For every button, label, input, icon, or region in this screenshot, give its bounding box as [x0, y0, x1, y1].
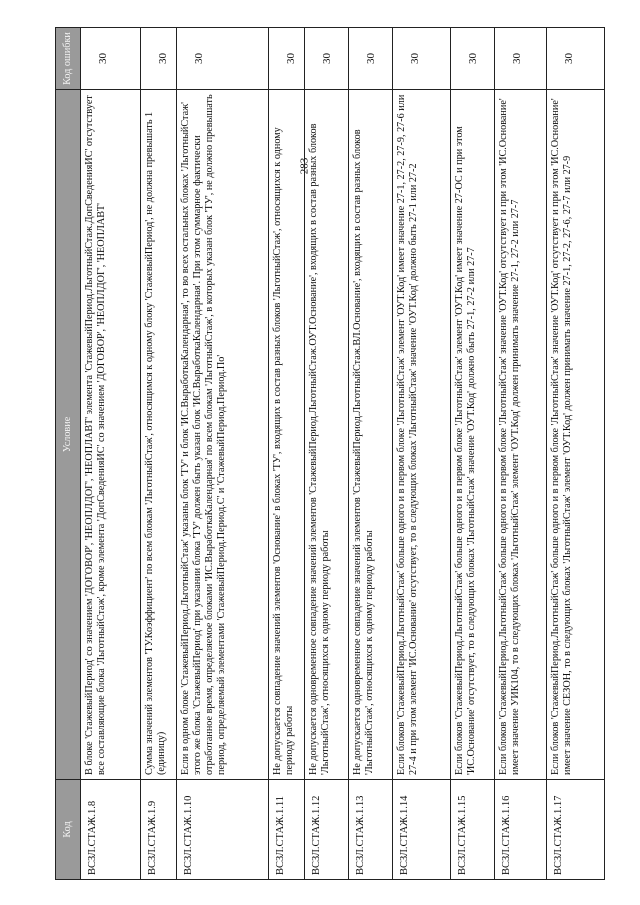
row-code: ВСЗЛ.СТАЖ.1.17 — [547, 780, 605, 880]
row-code: ВСЗЛ.СТАЖ.1.16 — [495, 780, 547, 880]
page-number: 283 — [298, 157, 311, 175]
rotated-table — [55, 28, 585, 880]
table-header-row — [56, 28, 81, 880]
row-code: ВСЗЛ.СТАЖ.1.11 — [269, 780, 305, 880]
table-row — [305, 28, 349, 880]
row-condition: Если в одном блоке 'СтажевыйПериод.ЛьготныйСтаж' указаны блок 'ТУ' и блок 'ИС.ВыработкаКалендарная', то во всех остальных блоках 'ЛьготныйСтаж' этого же блока 'СтажевыйПериод' при указании блока 'ТУ' должен быть указан блок 'ИС.ВыработкаКалендарная'. При этом суммарное фактически отработанное время, определяемое блоками 'ИС.ВыработкаКалендарная' по всем блокам 'ЛьготныйСтаж', в которых указан блок 'ТУ', не должно превышать период, определяемый элементами 'СтажевыйПериод.Период.С' и 'СтажевыйПериод.Период.По' — [177, 90, 269, 780]
row-error-code: 30 — [269, 28, 305, 90]
row-code: ВСЗЛ.СТАЖ.1.10 — [177, 780, 269, 880]
row-error-code: 30 — [547, 28, 605, 90]
table-container — [55, 28, 585, 880]
table-row — [177, 28, 269, 880]
row-error-code: 30 — [141, 28, 177, 90]
row-condition: Если блоков 'СтажевыйПериод.ЛьготныйСтаж' больше одного и в первом блоке 'ЛьготныйСтаж' элемент 'ОУТ.Код' имеет значение 27-ОС и при этом 'ИС.Основание' отсутствует, то в следующих блоках 'ЛьготныйСтаж' значение 'ОУТ.Код' должно быть 27-1, 27-2 или 27-7 — [451, 90, 495, 780]
header-error-code: Код ошибки — [56, 28, 81, 90]
row-condition: Сумма значений элементов 'ТУ.Коэффициент' по всем блокам 'ЛьготныйСтаж', относящимся к одному блоку 'СтажевыйПериод', не должна превышать 1 (единицу) — [141, 90, 177, 780]
row-error-code: 30 — [177, 28, 269, 90]
row-code: ВСЗЛ.СТАЖ.1.13 — [349, 780, 393, 880]
row-code: ВСЗЛ.СТАЖ.1.14 — [393, 780, 451, 880]
row-error-code: 30 — [81, 28, 141, 90]
table-row — [495, 28, 547, 880]
table-row — [393, 28, 451, 880]
validation-table — [55, 27, 605, 880]
row-condition: Если блоков 'СтажевыйПериод.ЛьготныйСтаж' больше одного и в первом блоке 'ЛьготныйСтаж' элемент 'ОУТ.Код' имеет значение 27-1, 27-2, 27-9, 27-6 или 27-4 и при этом элемент 'ИС.Основание' отсутствует, то в следующих блоках 'ЛьготныйСтаж' значение 'ОУТ.Код' должно быть 27-1 или 27-2 — [393, 90, 451, 780]
row-condition: Не допускается одновременное совпадение значений элементов 'СтажевыйПериод.ЛьготныйСтаж.ОУТ.Основание', входящих в состав разных блоков 'ЛьготныйСтаж', относящихся к одному периоду работы — [305, 90, 349, 780]
table-row — [451, 28, 495, 880]
table-row — [269, 28, 305, 880]
row-code: ВСЗЛ.СТАЖ.1.8 — [81, 780, 141, 880]
header-code: Код — [56, 780, 81, 880]
row-error-code: 30 — [495, 28, 547, 90]
table-row — [81, 28, 141, 880]
row-condition: Не допускается совпадение значений элементов 'Основание' в блоках 'ТУ', входящих в состав разных блоков 'ЛьготныйСтаж', относящихся к одному периоду работы — [269, 90, 305, 780]
row-condition: Не допускается одновременное совпадение значений элементов 'СтажевыйПериод.ЛьготныйСтаж.ВЛ.Основание', входящих в состав разных блоков 'ЛьготныйСтаж', относящихся к одному периоду работы — [349, 90, 393, 780]
row-condition: Если блоков 'СтажевыйПериод.ЛьготныйСтаж' больше одного и в первом блоке 'ЛьготныйСтаж' значение 'ОУТ.Код' отсутствует и при этом 'ИС.Основание' имеет значение СЕЗОН, то в следующих блоках 'ЛьготныйСтаж' элемент 'ОУТ.Код' должен принимать значение 27-1, 27-2, 27-6, 27-7 или 27-9 — [547, 90, 605, 780]
row-error-code: 30 — [393, 28, 451, 90]
row-error-code: 30 — [451, 28, 495, 90]
header-condition: Условие — [56, 90, 81, 780]
table-row — [547, 28, 605, 880]
table-row — [349, 28, 393, 880]
table-row — [141, 28, 177, 880]
row-condition: Если блоков 'СтажевыйПериод.ЛьготныйСтаж' больше одного и в первом блоке 'ЛьготныйСтаж' значение 'ОУТ.Код' отсутствует и при этом 'ИС.Основание' имеет значение УИК104, то в следующих блоках 'ЛьготныйСтаж' элемент 'ОУТ.Код' должен принимать значение 27-1, 27-2 или 27-7 — [495, 90, 547, 780]
row-condition: В блоке 'СтажевыйПериод' со значением 'ДОГОВОР', 'НЕОПЛДОГ', 'НЕОПЛАВТ' элемента 'СтажевыйПериод.ЛьготныйСтаж.ДопСведенияИС' отсутствует все составляющие блока 'ЛьготныйСтаж', кроме элемента 'ДопСведенияИС' со значением 'ДОГОВОР', 'НЕОПЛДОГ', 'НЕОПЛАВТ' — [81, 90, 141, 780]
row-error-code: 30 — [349, 28, 393, 90]
row-code: ВСЗЛ.СТАЖ.1.15 — [451, 780, 495, 880]
row-code: ВСЗЛ.СТАЖ.1.12 — [305, 780, 349, 880]
row-error-code: 30 — [305, 28, 349, 90]
row-code: ВСЗЛ.СТАЖ.1.9 — [141, 780, 177, 880]
